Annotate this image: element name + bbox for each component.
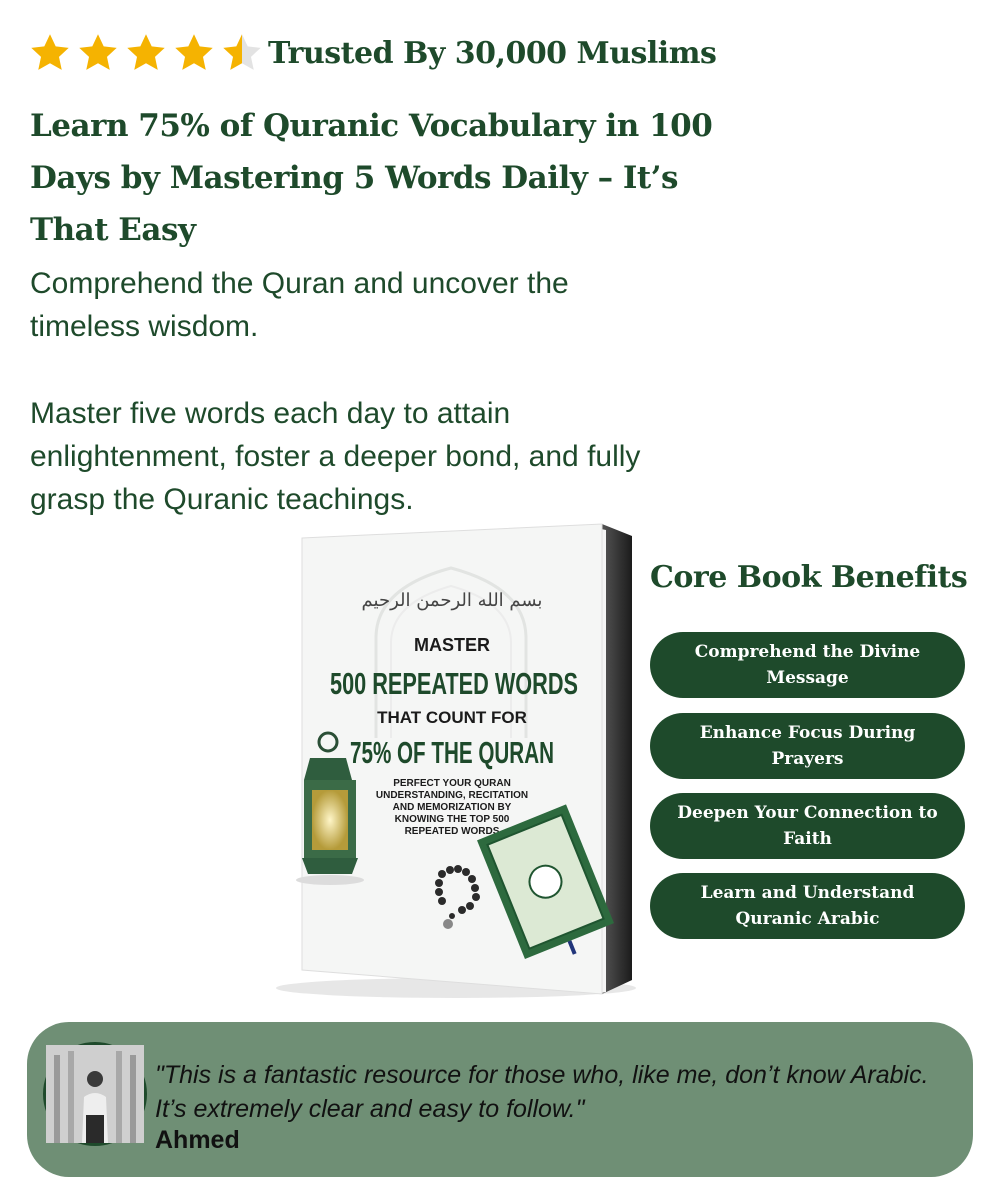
- trust-text: Trusted By 30,000 Muslims: [268, 35, 717, 71]
- book-title-line-4: 75% OF THE QURAN: [350, 735, 554, 770]
- person-icon: [46, 1045, 144, 1143]
- benefit-pill[interactable]: Deepen Your Connection to Faith: [650, 793, 965, 859]
- star-icon: [172, 31, 216, 75]
- book-subtitle-line: REPEATED WORDS: [404, 826, 500, 837]
- book-title-line-3: THAT COUNT FOR: [377, 708, 527, 727]
- testimonial-card: [27, 1022, 973, 1177]
- avatar: [43, 1042, 147, 1146]
- benefit-pill[interactable]: Enhance Focus During Prayers: [650, 713, 965, 779]
- benefit-pill[interactable]: Learn and Understand Quranic Arabic: [650, 873, 965, 939]
- description-paragraph-1: Comprehend the Quran and uncover the timeless wisdom.: [30, 267, 569, 343]
- book-title-line-2: 500 REPEATED WORDS: [330, 666, 578, 701]
- testimonial-quote: "This is a fantastic resource for those who, like me, don’t know Arabic. It’s extremely clear and easy to follow.": [155, 1061, 929, 1123]
- star-icon: [28, 31, 72, 75]
- book-subtitle-line: PERFECT YOUR QURAN: [393, 778, 511, 789]
- book-cover-image: [276, 518, 642, 1004]
- book-subtitle-line: AND MEMORIZATION BY: [392, 802, 512, 813]
- testimonial-author: Ahmed: [155, 1126, 240, 1154]
- description-paragraph-2: Master five words each day to attain enlightenment, foster a deeper bond, and fully grasp the Quranic teachings.: [30, 397, 641, 516]
- benefit-pill[interactable]: Comprehend the Divine Message: [650, 632, 965, 698]
- book-subtitle-line: UNDERSTANDING, RECITATION: [375, 790, 529, 801]
- rating-row: [28, 30, 716, 76]
- book-illustration: [276, 518, 642, 1004]
- book-subtitle-line: KNOWING THE TOP 500: [394, 814, 510, 825]
- page-headline: Learn 75% of Quranic Vocabulary in 100 Days by Mastering 5 Words Daily – It’s That Easy: [30, 108, 713, 248]
- benefits-title: Core Book Benefits: [650, 560, 968, 595]
- star-icon: [124, 31, 168, 75]
- half-star-icon: [220, 31, 264, 75]
- star-icon: [76, 31, 120, 75]
- book-title-line-1: MASTER: [414, 635, 490, 655]
- star-rating: [28, 31, 264, 75]
- bismillah-text: بسم الله الرحمن الرحيم: [361, 590, 543, 611]
